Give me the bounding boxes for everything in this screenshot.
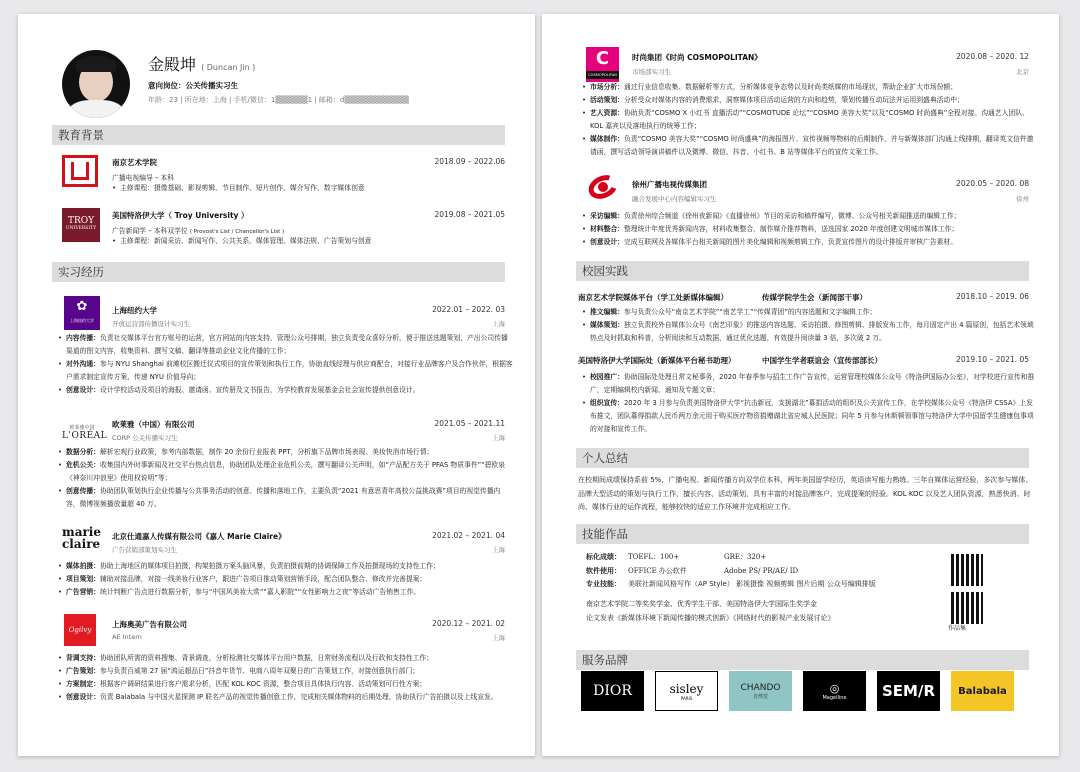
job-date: 2021.05 – 2021.11 bbox=[434, 419, 505, 428]
list-item: • 内容传播：负责社交媒体平台官方账号的运营，官方网站的内容支持，管理公众号排期，独立负责受众喜好分析，便于推送选题策划，产出公司传播渠道的图文内容，收集资料、撰写文稿、翻译等推动企业文化传播的工作； bbox=[58, 332, 513, 358]
edu-school: 南京艺术学院 bbox=[112, 158, 157, 167]
list-item: • 材料整合：整理统计年度优秀新闻内容，材料收集整合，制作媒介推荐物料，送选国家 2020 年度创建文明城市媒体工作； bbox=[582, 223, 1037, 236]
xuzhou-tv-logo bbox=[586, 174, 620, 200]
campus-bullets bbox=[582, 371, 1037, 436]
list-item: • 创意设计：设计学校活动及项目的海报、邀请函、宣传册及文书报告，为学校教育发展基金会社会宣传提供创意设计。 bbox=[58, 384, 513, 397]
job-company: 北京仕通嘉人传媒有限公司《嘉人 Marie Claire》 bbox=[112, 532, 286, 541]
loreal-logo: 欧莱雅中国 L'ORÉAL bbox=[62, 425, 108, 441]
list-item: • 广告策划：参与负责百威第 27 届“鸿运超品日”抖音年货节、电商八周年双聚日的广告策划工作，对接创意执行部门； bbox=[58, 665, 513, 678]
campus-date: 2018.10 – 2019. 06 bbox=[956, 292, 1029, 301]
campus-role: 传媒学院学生会（新闻部干事） bbox=[762, 293, 867, 302]
job-bullets bbox=[58, 446, 513, 511]
section-skills: 技能作品 bbox=[576, 524, 1029, 544]
job-bullets bbox=[58, 652, 513, 704]
awards: 南京艺术学院二等奖奖学金、优秀学生干部、美国特洛伊大学国际生奖学金 论文发表《新媒体环境下新闻传播的模式创新》《网络时代的影视产业发展讨论》 bbox=[586, 600, 835, 622]
skill-row: 软件使用： OFFICE 办公软件 Adobe PS/ PR/AE/ ID bbox=[586, 566, 799, 575]
list-item: • 创意设计：负责 Balabala 与中国火星探测 IP 联名产品的视觉传播创意工作，完成相关媒体物料的后期处理，协助执行广告拍摄以及上线宣发。 bbox=[58, 691, 513, 704]
campus-title: 美国特洛伊大学国际处（新媒体平台秘书助理） bbox=[578, 356, 736, 365]
brand-semir-logo: SEM/R bbox=[877, 671, 940, 711]
campus-bullets bbox=[582, 306, 1037, 345]
summary-text: 在校期间成绩保持系前 5%，广播电视、新闻传播方向双学位本科，两年美国留学经历，英语读写能力熟练。三年自媒体运营经验，多次参与媒体、品牌大型活动的策划与执行工作，擅长内容、活动策划，具有丰富的对接品牌客户、完成提案的经验。KOL KOC 以及艺人团队资源，熟悉快消、时尚、媒体行业的运作流程，能够较快的适应工作环境并完成相应工作。 bbox=[578, 476, 1033, 511]
edu-date: 2019.08 – 2021.05 bbox=[434, 210, 505, 219]
list-item: • 媒体拍摄：协助上海地区的媒体项目拍摄，构架拍摄方案头脑风暴，负责拍摄前期的协调保障工作及拍摄现场的支持性工作； bbox=[58, 560, 513, 573]
job-location: 上海 bbox=[492, 546, 505, 554]
list-item: • 主修课程：新闻采访、新闻写作、公共关系、媒体管理、媒体法规、广告策划与创意 bbox=[112, 235, 512, 248]
job-date: 2020.12 – 2021. 02 bbox=[432, 619, 505, 628]
job-role: 广告营销部策划实习生 bbox=[112, 546, 177, 554]
nuart-logo bbox=[62, 155, 98, 187]
job-company: 上海奥美广告有限公司 bbox=[112, 620, 187, 629]
campus-title: 南京艺术学院媒体平台（学工处新媒体编辑） bbox=[578, 293, 728, 302]
skill-row: 标化成绩： TOEFL：100+ GRE：320+ bbox=[586, 553, 767, 561]
list-item: • 危机公关：收集国内外时事新闻及社交平台热点信息，协助团队处理企业危机公关，撰写翻译公关声明，如“产品配方关于 PFAS 物质事件”“碧欧泉《神奈川冲浪里》使用权说明”等； bbox=[58, 459, 513, 485]
edu-school: 美国特洛伊大学（ Troy University ） bbox=[112, 211, 249, 220]
list-item: • 广告营销：统计判断广告点进行数据分析，参与“中国风美妆大赏”“嘉人影院”“女性影响力之夜”等活动广告销售工作。 bbox=[58, 586, 513, 599]
job-date: 2022.01 – 2022. 03 bbox=[432, 305, 505, 314]
list-item: • 组织宣传：2020 年 3 月参与负责美国特洛伊大学“抗击新冠，支援湖北”募捐活动的组织及公关宣传工作，在学校媒体公众号《特洛伊 CSSA》上发布推文，团队募得捐款人民币两万余元用于购买医疗物资捐赠湖北省应城人民医院；同年 5 月参与休斯顿领事馆与特洛伊大学中国留学生健康包事项的对接和宣传工作。 bbox=[582, 397, 1037, 436]
section-campus: 校园实践 bbox=[576, 261, 1029, 281]
section-education: 教育背景 bbox=[52, 125, 505, 145]
job-bullets bbox=[58, 332, 513, 397]
list-item: • 艺人资源：协助负责“COSMO X 小红书 直播活动”“COSMOTUDE 论坛”“COSMO 美容大奖”以及“COSMO 时尚盛典”全程对接、沟通艺人团队、KOL 嘉宾以及落地执行的统筹工作； bbox=[582, 107, 1037, 133]
skill-row: 专业技能： 美联社新闻风格写作（AP Style） 影视摄像 视频剪辑 图片后期 公众号编辑排版 bbox=[586, 580, 876, 588]
nyu-shanghai-logo: ✿ 上海纽约大学 bbox=[64, 296, 100, 330]
list-item: • 对外沟通：参与 NYU Shanghai 前滩校区搬迁仪式项目的宣传策划和执行工作，协助直线经理与供应商配合，对接行业品牌客户及合作伙伴，根据客户需求制定宣传方案，传递 NYU 价值导向； bbox=[58, 358, 513, 384]
edu-courses bbox=[112, 182, 512, 195]
list-item: • 校园推广：协助国际处处理日常文秘事务，2020 年春季参与招生工作广告宣传，运营管理校媒体公众号《特洛伊国际办公室》，对学校进行宣传和推广，定期编辑校内新闻、通知及专题文章； bbox=[582, 371, 1037, 397]
brand-chando-logo: CHANDO 自然堂 bbox=[729, 671, 792, 711]
campus-role: 中国学生学者联谊会（宣传部部长） bbox=[762, 356, 882, 365]
job-company: 上海纽约大学 bbox=[112, 306, 157, 315]
brand-dior-logo: DIOR bbox=[581, 671, 644, 711]
resume-page-2 bbox=[542, 14, 1059, 756]
campus-date: 2019.10 – 2021. 05 bbox=[956, 355, 1029, 364]
list-item: • 创意传播：协助团队策划执行企业传播与公共事务活动的创意、传播和落地工作，主要负责“2021 有意思青年高校公益挑战赛”项目的视觉传播内容，微博视频播放量超 40 万。 bbox=[58, 485, 513, 511]
section-brands: 服务品牌 bbox=[576, 650, 1029, 670]
job-location: 北京 bbox=[1016, 68, 1029, 76]
job-role: 开放运营部传播设计实习生 bbox=[112, 320, 190, 328]
list-item: • 创意设计：完成互联网及各媒体平台相关新闻的图片美化编辑和视频剪辑工作，负责宣传图片的设计排版并审核广告素材。 bbox=[582, 236, 1037, 249]
troy-logo: TROY UNIVERSITY bbox=[62, 208, 100, 242]
cosmopolitan-logo: C COSMOPOLITAN bbox=[586, 47, 619, 82]
list-item: • 采访编辑：负责徐州综合频道《徐州夜新闻》《直播徐州》节目的采访和稿件编写，微博、公众号相关新闻推送的编辑工作； bbox=[582, 210, 1037, 223]
list-item: • 媒体制作：负责“COSMO 美容大奖”“COSMO 时尚盛典”的海报图片、宣传视频等物料的后期制作，并与新媒体部门沟通上线排期，翻译英文信件邀请函，撰写活动领导演讲稿件以及微博、微信、抖音、小红书、B 站等媒体平台的宣传文案工作。 bbox=[582, 133, 1037, 159]
list-item: • 活动策划：分析受众对媒体内容的消费需求，洞察媒体项目活动运营的方向和趋势，策划传播互动玩法并运用到盛典活动中； bbox=[582, 94, 1037, 107]
job-date: 2020.05 – 2020. 08 bbox=[956, 179, 1029, 188]
edu-degree: 广播电视编导 – 本科 bbox=[112, 174, 175, 182]
avatar bbox=[62, 50, 130, 118]
edu-degree: 广告新闻学 – 本科双学位 ( Provost's List / Chancellor's List ) bbox=[112, 227, 285, 235]
job-role: 融合发展中心内容编辑实习生 bbox=[632, 195, 717, 203]
edu-date: 2018.09 – 2022.06 bbox=[434, 157, 505, 166]
job-location: 上海 bbox=[492, 634, 505, 642]
list-item: • 媒体策划：独立负责校外自媒体公众号《南艺印象》的推送内容选题、采访拍摄、修图剪辑、排版发布工作，每月固定产出 4 篇原创，包括艺术领域热点及时抓取和科普，分析阅读和互动数据，通过优化选题，有效提升阅读量 3 倍，多次破 2 万。 bbox=[582, 319, 1037, 345]
job-bullets bbox=[582, 210, 1037, 249]
contact-info: 年龄：23 | 所在地：上海 | 手机/微信：1▒▒▒▒▒▒1 | 邮箱：d▒▒▒▒▒▒▒▒▒▒▒▒ bbox=[148, 96, 409, 104]
candidate-name: 金殿坤 ( Duncan Jin ) bbox=[148, 55, 256, 74]
job-date: 2020.08 – 2020. 12 bbox=[956, 52, 1029, 61]
job-role: CORP 公关传播实习生 bbox=[112, 434, 178, 442]
ogilvy-logo: Ogilvy bbox=[64, 614, 96, 646]
brand-magelline-logo: ◎ Magelline bbox=[803, 671, 866, 711]
brand-balabala-logo: Balabala bbox=[951, 671, 1014, 711]
skills-table bbox=[586, 551, 946, 592]
section-summary: 个人总结 bbox=[576, 448, 1029, 468]
qr-code-icon[interactable] bbox=[951, 554, 983, 586]
job-company: 欧莱雅（中国）有限公司 bbox=[112, 420, 195, 429]
list-item: • 数据分析：解析宏观行业政策，参考内部数据，制作 20 余份行业报表 PPT，分析旗下品牌市场表现、美妆快消市场行情； bbox=[58, 446, 513, 459]
job-bullets bbox=[582, 81, 1037, 159]
list-item: • 背调支持：协助团队所需的资料搜集、背景调查，分析检测社交媒体平台用户数据，日常财务流程以及行政和支持性工作； bbox=[58, 652, 513, 665]
job-role: 市场部实习生 bbox=[632, 68, 671, 76]
job-company: 时尚集团《时尚 COSMOPOLITAN》 bbox=[632, 53, 762, 62]
list-item: • 项目策划：辅助对接品牌，对接一线美妆行业客户，跟进广告项目推动策划营销手段，配合团队整合、修改并完善提案； bbox=[58, 573, 513, 586]
portfolio-label: 作品集 bbox=[948, 625, 967, 632]
list-item: • 市场分析：通过行业信息收集、数据解析等方式，分析媒体竞争态势以及时尚类纸媒的市场现状，帮助企业扩大市场份额； bbox=[582, 81, 1037, 94]
candidate-name-en: ( Duncan Jin ) bbox=[201, 63, 256, 72]
list-item: • 推文编辑：参与负责公众号“南京艺术学院”“南艺学工”“传媒青团”的内容选题和文字编辑工作； bbox=[582, 306, 1037, 319]
job-date: 2021.02 – 2021. 04 bbox=[432, 531, 505, 540]
job-location: 上海 bbox=[492, 320, 505, 328]
job-bullets bbox=[58, 560, 513, 599]
job-location: 上海 bbox=[492, 434, 505, 442]
job-intent: 意向岗位：公关传播实习生 bbox=[148, 81, 238, 90]
edu-courses bbox=[112, 235, 512, 248]
job-location: 徐州 bbox=[1016, 195, 1029, 203]
job-role: AE Intern bbox=[112, 633, 142, 641]
job-company: 徐州广播电视传媒集团 bbox=[632, 180, 707, 189]
resume-page-1 bbox=[18, 14, 535, 756]
qr-code-icon[interactable] bbox=[951, 592, 983, 624]
list-item: • 方案制定：根据客户调研结果进行客户需求分析，匹配 KOL KOC 资源，整合项目具体执行内容、活动策划可行性方案； bbox=[58, 678, 513, 691]
list-item: • 主修课程：摄像基础、影视剪辑、节目制作、短片创作、媒介写作、数字媒体创意 bbox=[112, 182, 512, 195]
brand-sisley-logo: sisley PARIS bbox=[655, 671, 718, 711]
marie-claire-logo: marie claire bbox=[62, 525, 101, 551]
section-internship: 实习经历 bbox=[52, 262, 505, 282]
